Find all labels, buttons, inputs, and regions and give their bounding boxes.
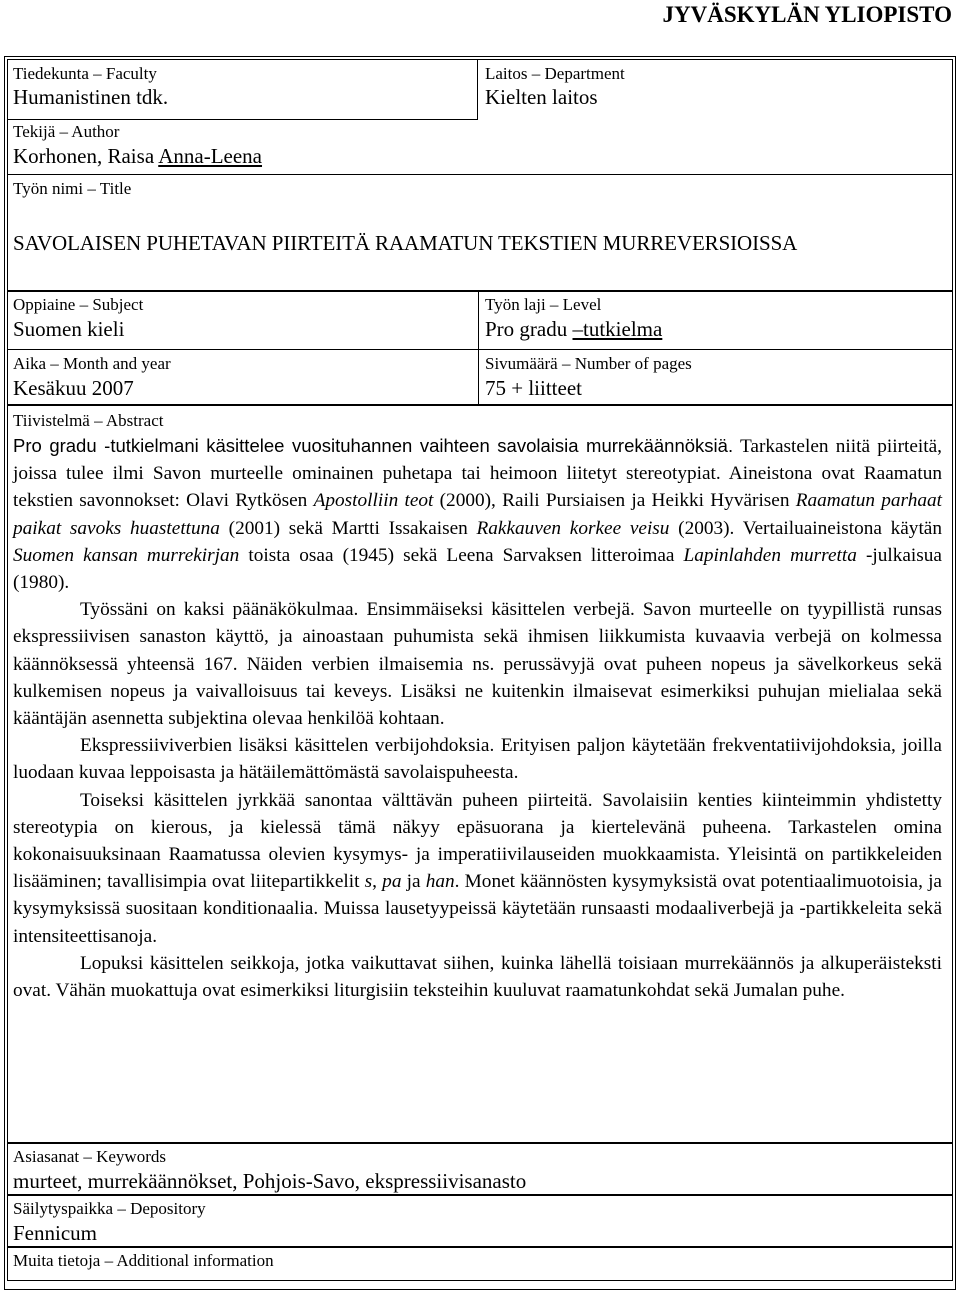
pages-label: Sivumäärä – Number of pages xyxy=(485,354,692,373)
level-value-a: Pro gradu xyxy=(485,317,573,341)
pages-value: 75 + liitteet xyxy=(485,376,582,400)
department-label: Laitos – Department xyxy=(485,64,625,83)
abstract-paragraph-2: Työssäni on kaksi päänäkökulmaa. Ensimmäiseksi käsittelen verbejä. Savon murteelle on tyypillistä runsas ekspressiivisen sanaston käyttö, ja ainoastaan puhumista sekä ihmisen liikkumista kuvaavia verbejä on kolmessa käännöksessä yhteensä 167. Näiden verbien ilmaisemia ns. perussävyjä ovat puheen nopeus ja sävelkorkeus sekä kulkemisen nopeus ja vaivalloisuus tai keveys. Lisäksi ne kuitenkin ilmaisevat esimerkiksi puhujan mielialaa sekä kääntäjän asennetta subjektina olevaa henkilöä kohtaan. xyxy=(13,599,942,730)
title-value: SAVOLAISEN PUHETAVAN PIIRTEITÄ RAAMATUN TEKSTIEN MURREVERSIOISSA xyxy=(13,231,798,255)
title-divider xyxy=(7,174,953,175)
author-divider-full xyxy=(7,119,478,120)
keywords-label: Asiasanat – Keywords xyxy=(13,1147,166,1166)
author-name-a: Korhonen, Raisa xyxy=(13,144,159,168)
department-value: Kielten laitos xyxy=(485,85,598,109)
work-title-5: Lapinlahden murretta xyxy=(683,544,857,566)
abstract-intro: Pro gradu -tutkielmani käsittelee vuosituhannen vaihteen savolaisia murrekäännöksiä. xyxy=(13,435,734,456)
abstract-p1-c: (2001) sekä Martti Issakaisen xyxy=(219,517,477,539)
abstract-paragraph-5: Lopuksi käsittelen seikkoja, jotka vaikuttavat siihen, kuinka lähellä toisiaan murrekäännös ja alkuperäisteksti ovat. Vähän muokattuja ovat esimerkiksi liturgisiin teksteihin kuuluvat raamatunkohdat sekä Jumalan puhe. xyxy=(13,952,942,1002)
depository-label: Säilytyspaikka – Depository xyxy=(13,1199,206,1218)
faculty-label: Tiedekunta – Faculty xyxy=(13,64,157,83)
depository-value: Fennicum xyxy=(13,1221,97,1245)
abstract-paragraph-4 xyxy=(13,787,942,950)
keywords-value: murteet, murrekäännökset, Pohjois-Savo, ekspressiivisanasto xyxy=(13,1169,527,1193)
abstract-p1-d: (2003). Vertailuaineistona käytän xyxy=(669,517,942,539)
work-title-2: Raamatun parhaat paikat savoks huastettuna xyxy=(13,490,942,539)
additional-label: Muita tietoja – Additional information xyxy=(13,1251,274,1270)
abstract-p1-a: Tarkastelen niitä piirteitä, joissa tulee ilmi Savon murteelle ominainen puhetapa tai heimoon liitetyt stereotypiat. Aineistona ovat Raamatun tekstien savonnokset: Olavi Rytkösen xyxy=(13,436,942,512)
faculty-value: Humanistinen tdk. xyxy=(13,85,169,109)
details-row-divider xyxy=(7,349,953,350)
title-label: Työn nimi – Title xyxy=(13,179,132,198)
abstract-paragraph-3: Ekspressiiviverbien lisäksi käsittelen verbijohdoksia. Erityisen paljon käytetään frekventatiivijohdoksia, joilla luodaan kuvaa leppoisasta ja hätäilemättömästä savolaispuheesta. xyxy=(13,735,942,784)
abstract-p4-c: ja xyxy=(401,871,426,893)
author-label: Tekijä – Author xyxy=(13,122,120,141)
abstract-p1-b: (2000), Raili Pursiaisen ja Heikki Hyvärisen xyxy=(433,490,796,512)
subject-label: Oppiaine – Subject xyxy=(13,295,144,314)
particle-s: s xyxy=(364,871,373,893)
author-name-b: Anna-Leena xyxy=(158,144,263,168)
work-title-3: Rakkauven korkee veisu xyxy=(476,517,670,539)
abstract-form xyxy=(4,56,956,1290)
date-label: Aika – Month and year xyxy=(13,354,171,373)
level-label: Työn laji – Level xyxy=(485,295,602,314)
abstract-p4-a: Toiseksi käsittelen jyrkkää sanontaa välttävän puheen piirteitä. Savolaisiin kenties kiinteimmin yhdistetty stereotypia on kierous, ja kielessä tämä näkyy epäsuorana ja kiertelevänä puheena. Tarkastelen omina kokonaisuuksinaan Raamatussa olevien kysymys- ja imperatiivilauseiden muokkaamista. Yleisintä on partikkeleiden lisääminen; tavallisimpia ovat liitepartikkelit xyxy=(13,789,942,893)
abstract-p4-d: . Monet käännösten kysymyksistä ovat potentiaalimuotoisia, ja kysymyksissä suositaan konditionaalia. Muissa lausetyypeissä käytetään runsaasti modaaliverbejä ja -partikkeleita sekä intensiteettisanoja. xyxy=(13,871,942,947)
subject-value: Suomen kieli xyxy=(13,317,125,341)
author-value xyxy=(13,144,262,168)
particle-pa: pa xyxy=(382,871,402,893)
abstract-label: Tiivistelmä – Abstract xyxy=(13,411,164,430)
abstract-body xyxy=(13,432,942,1004)
work-title-1: Apostolliin teot xyxy=(313,490,434,512)
university-name: JYVÄSKYLÄN YLIOPISTO xyxy=(662,2,952,27)
form-inner xyxy=(7,59,953,1287)
abstract-paragraph-1 xyxy=(13,432,942,596)
level-value-b: –tutkielma xyxy=(572,317,663,341)
abstract-p4-b: , xyxy=(372,871,383,893)
work-title-4: Suomen kansan murrekirjan xyxy=(13,544,240,566)
abstract-p1-f: -julkaisua (1980). xyxy=(13,544,942,594)
abstract-p1-e: toista osaa (1945) sekä Leena Sarvaksen litteroimaa xyxy=(239,544,684,566)
details-section xyxy=(7,291,953,405)
details-column-divider xyxy=(478,291,479,405)
particle-han: han xyxy=(425,871,455,893)
date-value: Kesäkuu 2007 xyxy=(13,376,134,400)
level-value xyxy=(485,317,662,341)
